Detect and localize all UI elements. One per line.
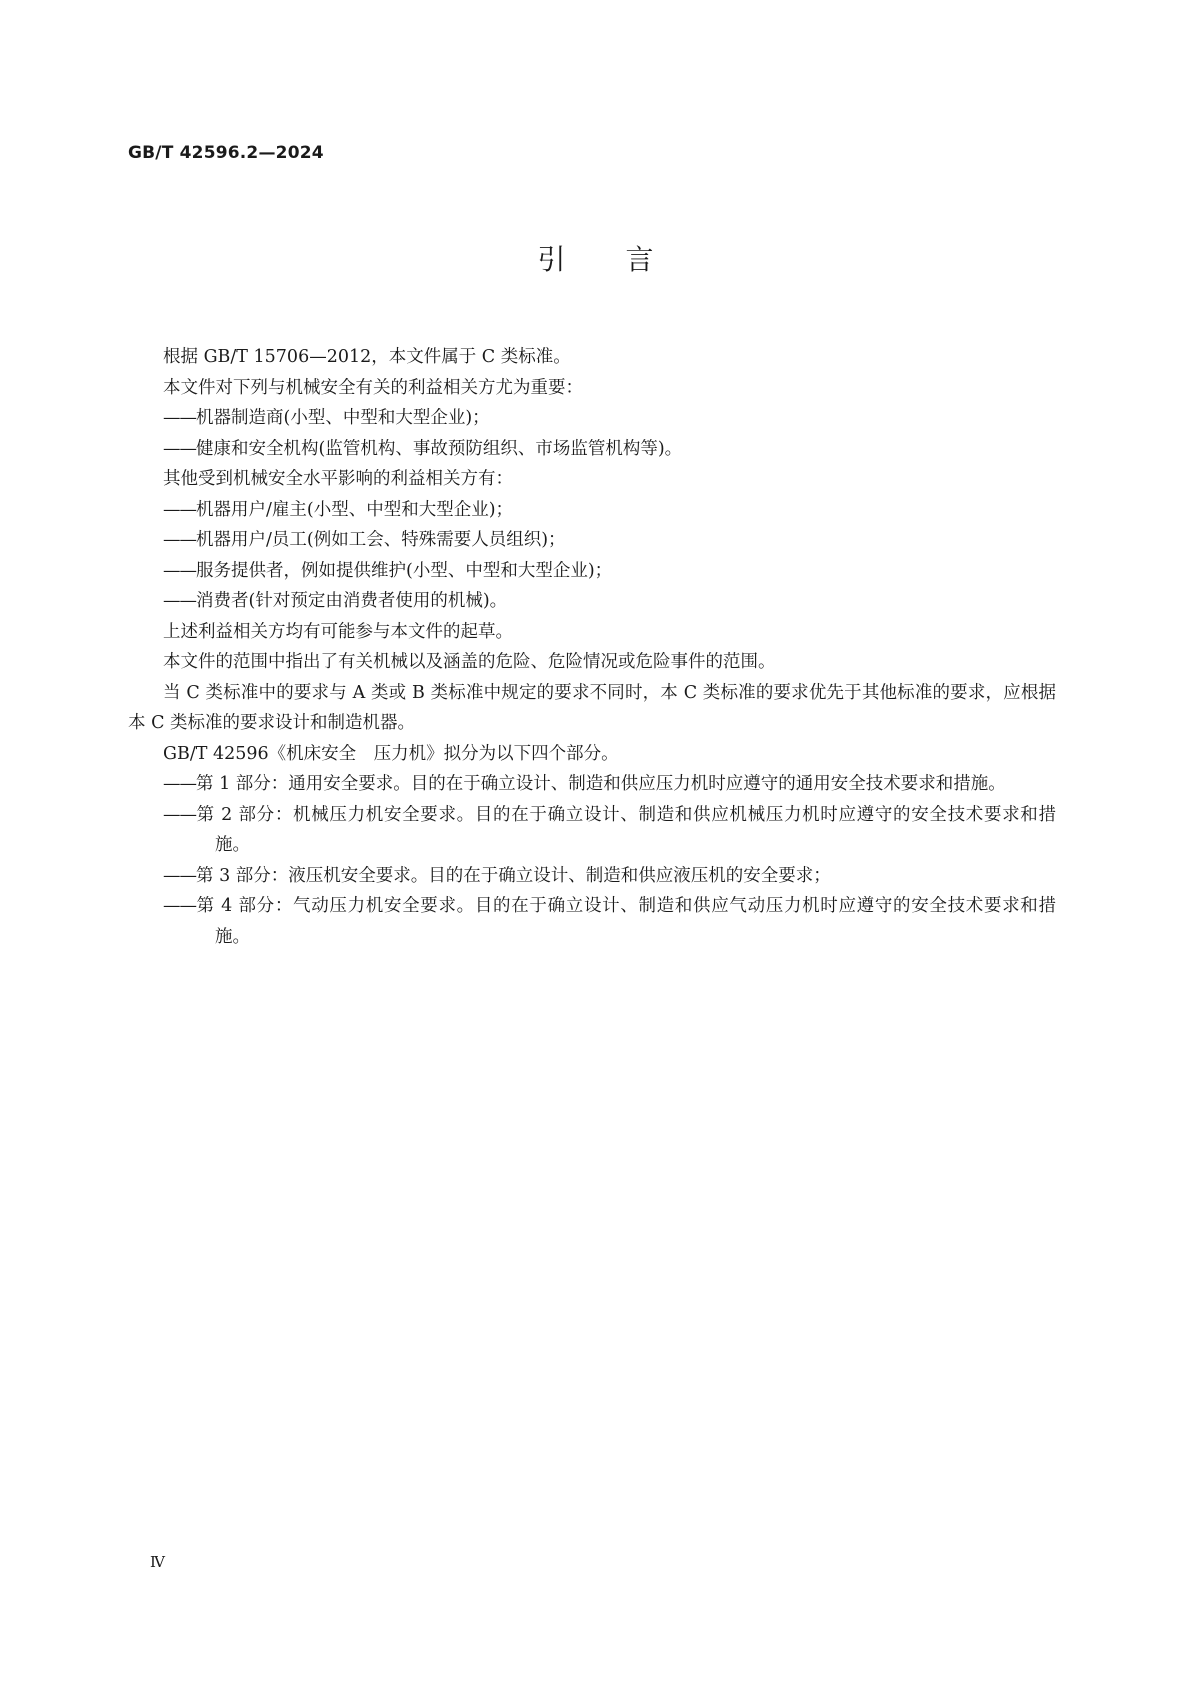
dash-list-item-text: 第 3 部分：液压机安全要求。目的在于确立设计、制造和供应液压机的安全要求； xyxy=(196,865,831,886)
page-number: Ⅳ xyxy=(150,1553,165,1571)
dash-mark: —— xyxy=(163,530,196,550)
dash-mark: —— xyxy=(163,896,196,916)
dash-list-item-text: 机器制造商(小型、中型和大型企业)； xyxy=(196,408,490,428)
section-title-char-1: 引 xyxy=(537,243,566,276)
dash-list-item-text: 机器用户/雇主(小型、中型和大型企业)； xyxy=(196,499,514,520)
dash-list-item xyxy=(128,891,1056,952)
dash-list-item xyxy=(128,800,1056,861)
dash-list-item-text: 健康和安全机构(监管机构、事故预防组织、市场监管机构等)。 xyxy=(196,438,683,459)
dash-mark: —— xyxy=(163,865,196,886)
paragraph: 上述利益相关方均有可能参与本文件的起草。 xyxy=(163,621,513,642)
dash-list-item-text: 第 4 部分：气动压力机安全要求。目的在于确立设计、制造和供应气动压力机时应遵守的安全技术要求和措施。 xyxy=(196,896,1056,947)
section-title-char-2: 言 xyxy=(625,243,654,276)
paragraph: GB/T 42596《机床安全 压力机》拟分为以下四个部分。 xyxy=(163,743,619,764)
dash-list-item xyxy=(128,495,1056,526)
paragraph: 本文件的范围中指出了有关机械以及涵盖的危险、危险情况或危险事件的范围。 xyxy=(163,652,776,672)
introduction-body xyxy=(128,342,1056,952)
dash-list-item-text: 消费者(针对预定由消费者使用的机械)。 xyxy=(196,591,508,611)
paragraph: 本文件对下列与机械安全有关的利益相关方尤为重要： xyxy=(163,377,583,398)
dash-list-item xyxy=(128,525,1056,556)
dash-mark: —— xyxy=(163,499,196,520)
paragraph: 当 C 类标准中的要求与 A 类或 B 类标准中规定的要求不同时，本 C 类标准的要求优先于其他标准的要求，应根据本 C 类标准的要求设计和制造机器。 xyxy=(128,682,1056,733)
dash-list-item-text: 机器用户/员工(例如工会、特殊需要人员组织)； xyxy=(196,530,566,550)
dash-list-item-text: 服务提供者，例如提供维护(小型、中型和大型企业)； xyxy=(196,560,613,581)
dash-mark: —— xyxy=(163,560,196,581)
dash-list-item xyxy=(128,769,1056,800)
dash-list-item xyxy=(128,556,1056,587)
dash-mark: —— xyxy=(163,591,196,611)
dash-list-item xyxy=(128,403,1056,434)
paragraph: 根据 GB/T 15706—2012，本文件属于 C 类标准。 xyxy=(163,347,571,367)
dash-list-item xyxy=(128,434,1056,465)
dash-mark: —— xyxy=(163,438,196,459)
dash-list-item xyxy=(128,586,1056,617)
dash-mark: —— xyxy=(163,804,196,825)
dash-list-item xyxy=(128,861,1056,892)
dash-mark: —— xyxy=(163,408,196,428)
document-code: GB/T 42596.2—2024 xyxy=(128,143,324,163)
dash-list-item-text: 第 2 部分：机械压力机安全要求。目的在于确立设计、制造和供应机械压力机时应遵守的安全技术要求和措施。 xyxy=(196,804,1056,855)
paragraph: 其他受到机械安全水平影响的利益相关方有： xyxy=(163,469,513,489)
section-title xyxy=(0,240,1191,280)
dash-list-item-text: 第 1 部分：通用安全要求。目的在于确立设计、制造和供应压力机时应遵守的通用安全技术要求和措施。 xyxy=(196,774,1006,794)
dash-mark: —— xyxy=(163,774,196,794)
